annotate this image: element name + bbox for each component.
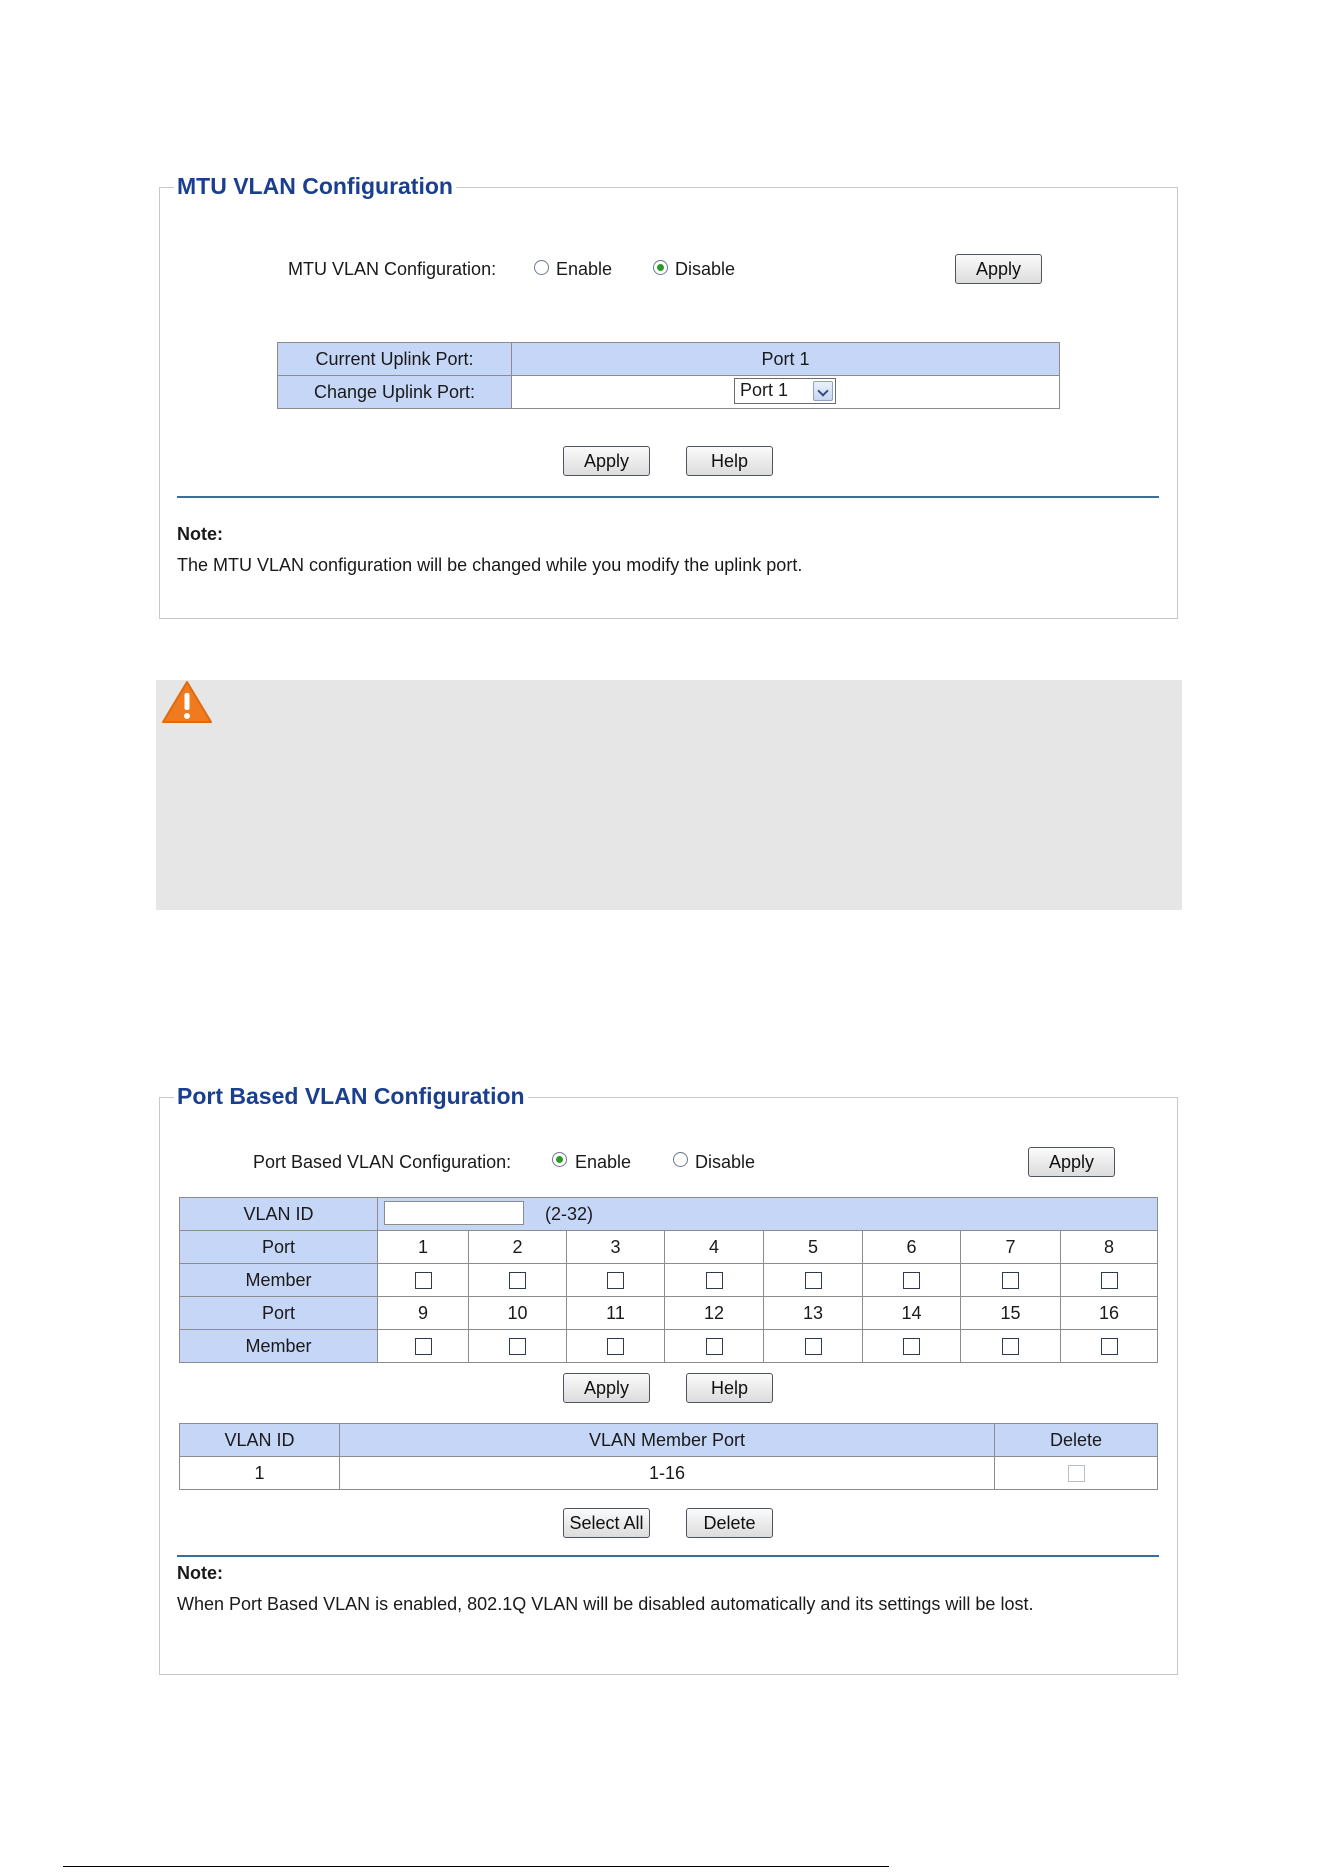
port-number: 11 xyxy=(567,1297,665,1330)
vlan-id-range: (2-32) xyxy=(545,1203,594,1224)
row-delete-cell xyxy=(995,1457,1158,1490)
member-checkbox-cell xyxy=(665,1330,764,1363)
port-number: 14 xyxy=(863,1297,961,1330)
member-checkbox-cell xyxy=(863,1330,961,1363)
vlan-id-input[interactable] xyxy=(384,1201,524,1225)
port-vlan-note-title: Note: xyxy=(177,1563,223,1583)
port-number: 9 xyxy=(378,1297,469,1330)
port-vlan-note-text: When Port Based VLAN is enabled, 802.1Q VLAN will be disabled automatically and its settings will be lost. xyxy=(177,1594,1034,1614)
list-header-delete: Delete xyxy=(995,1424,1158,1457)
member-checkbox-port-1[interactable] xyxy=(415,1272,432,1289)
table-row xyxy=(180,1457,1158,1490)
port-number: 2 xyxy=(469,1231,567,1264)
member-checkbox-port-13[interactable] xyxy=(805,1338,822,1355)
member-checkbox-port-4[interactable] xyxy=(706,1272,723,1289)
change-uplink-label: Change Uplink Port: xyxy=(278,376,512,409)
port-number: 16 xyxy=(1061,1297,1158,1330)
port-vlan-enable-label: Enable xyxy=(575,1152,632,1172)
mtu-note-title: Note: xyxy=(177,524,223,544)
member-checkbox-cell xyxy=(961,1330,1061,1363)
member-checkbox-port-16[interactable] xyxy=(1101,1338,1118,1355)
change-uplink-select-value: Port 1 xyxy=(740,380,789,400)
member-checkbox-cell xyxy=(378,1330,469,1363)
current-uplink-value: Port 1 xyxy=(512,343,1060,376)
delete-button[interactable]: Delete xyxy=(686,1508,773,1538)
port-number: 8 xyxy=(1061,1231,1158,1264)
member-row-2 xyxy=(180,1330,1158,1363)
port-number: 3 xyxy=(567,1231,665,1264)
member-checkbox-port-9[interactable] xyxy=(415,1338,432,1355)
member-checkbox-cell xyxy=(1061,1264,1158,1297)
row-delete-checkbox[interactable] xyxy=(1068,1465,1085,1482)
warning-icon xyxy=(161,680,213,724)
member-row-1 xyxy=(180,1264,1158,1297)
mtu-help-button[interactable]: Help xyxy=(686,446,773,476)
row-vlan-id: 1 xyxy=(180,1457,340,1490)
mtu-enable-radio[interactable] xyxy=(534,260,549,275)
member-checkbox-port-7[interactable] xyxy=(1002,1272,1019,1289)
member-checkbox-port-5[interactable] xyxy=(805,1272,822,1289)
list-header-member-port: VLAN Member Port xyxy=(340,1424,995,1457)
vlan-list-table xyxy=(179,1423,1158,1490)
member-checkbox-port-2[interactable] xyxy=(509,1272,526,1289)
port-vlan-enable-radio[interactable] xyxy=(552,1152,567,1167)
member-checkbox-cell xyxy=(863,1264,961,1297)
port-vlan-apply-top-button[interactable]: Apply xyxy=(1028,1147,1115,1177)
select-all-button[interactable]: Select All xyxy=(563,1508,650,1538)
member-checkbox-port-8[interactable] xyxy=(1101,1272,1118,1289)
port-number: 1 xyxy=(378,1231,469,1264)
row-member-port: 1-16 xyxy=(340,1457,995,1490)
member-checkbox-cell xyxy=(1061,1330,1158,1363)
member-checkbox-cell xyxy=(469,1264,567,1297)
member-checkbox-port-12[interactable] xyxy=(706,1338,723,1355)
member-checkbox-cell xyxy=(567,1330,665,1363)
port-number: 15 xyxy=(961,1297,1061,1330)
port-vlan-disable-label: Disable xyxy=(695,1152,756,1172)
port-vlan-title: Port Based VLAN Configuration xyxy=(174,1083,528,1110)
member-checkbox-cell xyxy=(764,1264,863,1297)
mtu-enable-label: Enable xyxy=(556,259,613,279)
mtu-disable-label: Disable xyxy=(675,259,736,279)
member-checkbox-port-10[interactable] xyxy=(509,1338,526,1355)
member-checkbox-port-14[interactable] xyxy=(903,1338,920,1355)
port-number: 13 xyxy=(764,1297,863,1330)
port-number: 4 xyxy=(665,1231,764,1264)
mtu-apply-button[interactable]: Apply xyxy=(563,446,650,476)
chevron-down-icon[interactable] xyxy=(813,381,833,401)
port-label: Port xyxy=(180,1297,378,1330)
member-checkbox-cell xyxy=(378,1264,469,1297)
current-uplink-label: Current Uplink Port: xyxy=(278,343,512,376)
port-vlan-divider xyxy=(177,1555,1159,1557)
mtu-note-text: The MTU VLAN configuration will be changed while you modify the uplink port. xyxy=(177,555,803,575)
member-label: Member xyxy=(180,1330,378,1363)
member-checkbox-cell xyxy=(469,1330,567,1363)
port-vlan-disable-radio[interactable] xyxy=(673,1152,688,1167)
port-row-2 xyxy=(180,1297,1158,1330)
member-checkbox-cell xyxy=(764,1330,863,1363)
member-checkbox-port-6[interactable] xyxy=(903,1272,920,1289)
member-checkbox-cell xyxy=(665,1264,764,1297)
port-number: 10 xyxy=(469,1297,567,1330)
member-checkbox-cell xyxy=(961,1264,1061,1297)
vlan-member-table xyxy=(179,1197,1158,1363)
port-label: Port xyxy=(180,1231,378,1264)
port-row-1 xyxy=(180,1231,1158,1264)
member-checkbox-port-15[interactable] xyxy=(1002,1338,1019,1355)
port-number: 12 xyxy=(665,1297,764,1330)
list-header-vlan-id: VLAN ID xyxy=(180,1424,340,1457)
mtu-apply-top-button[interactable]: Apply xyxy=(955,254,1042,284)
port-number: 7 xyxy=(961,1231,1061,1264)
port-number: 5 xyxy=(764,1231,863,1264)
mtu-disable-radio[interactable] xyxy=(653,260,668,275)
mtu-vlan-title: MTU VLAN Configuration xyxy=(174,173,456,200)
uplink-table xyxy=(277,342,1060,409)
port-vlan-config-label: Port Based VLAN Configuration: xyxy=(253,1152,512,1172)
member-checkbox-cell xyxy=(567,1264,665,1297)
footer-rule xyxy=(63,1866,889,1867)
member-checkbox-port-11[interactable] xyxy=(607,1338,624,1355)
mtu-vlan-config-label: MTU VLAN Configuration: xyxy=(288,259,497,279)
member-label: Member xyxy=(180,1264,378,1297)
port-number: 6 xyxy=(863,1231,961,1264)
mtu-divider xyxy=(177,496,1159,498)
vlan-id-label: VLAN ID xyxy=(180,1198,378,1231)
change-uplink-select[interactable] xyxy=(734,378,836,404)
port-vlan-panel xyxy=(159,1097,1178,1675)
warning-box xyxy=(156,680,1182,910)
member-checkbox-port-3[interactable] xyxy=(607,1272,624,1289)
port-vlan-apply-button[interactable]: Apply xyxy=(563,1373,650,1403)
port-vlan-help-button[interactable]: Help xyxy=(686,1373,773,1403)
